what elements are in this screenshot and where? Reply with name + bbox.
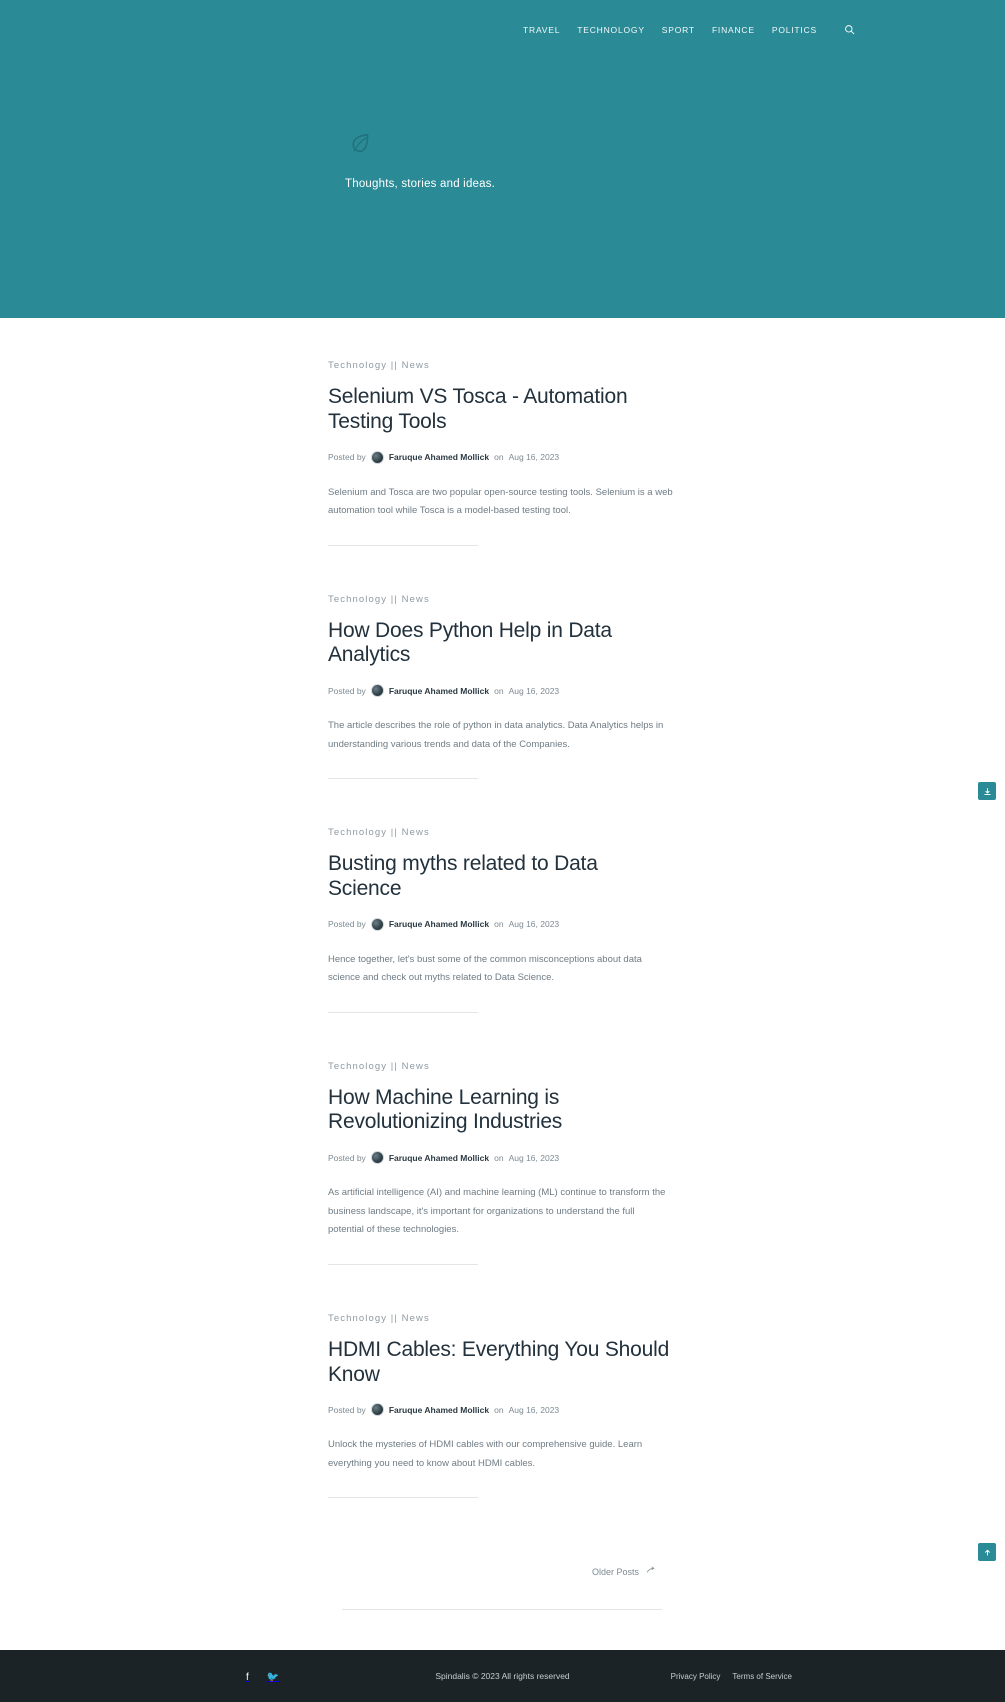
arrow-right-icon [646,1566,655,1577]
avatar [371,451,384,464]
posted-by-label: Posted by [328,1404,366,1415]
post-date: Aug 16, 2023 [508,452,560,463]
date-prefix: on [494,1404,504,1415]
post-excerpt: As artificial intelligence (AI) and machine learning (ML) continue to transform the business landscape, it's important for organizations to understand the full potential of these technologies. [328,1187,666,1236]
post-item [328,360,673,594]
post-excerpt: Selenium and Tosca are two popular open-source testing tools. Selenium is a web automation tool while Tosca is a model-based testing tool. [328,486,673,517]
post-excerpt: Unlock the mysteries of HDMI cables with our comprehensive guide. Learn everything you need to know about HDMI cables. [328,1439,643,1469]
site-footer [0,1650,1005,1702]
post-meta [328,684,673,697]
footer-copyright: Spindalis © 2023 All rights reserved [435,1671,570,1682]
post-list [0,318,1005,1610]
nav-item-technology[interactable]: TECHNOLOGY [577,24,645,35]
post-meta [328,451,673,464]
post-excerpt: Hence together, let's bust some of the common misconceptions about data science and check out myths related to Data Science. [328,953,642,984]
post-author[interactable]: Faruque Ahamed Mollick [388,1152,490,1163]
main-navigation [0,0,1005,44]
hero-banner [0,0,1005,318]
download-icon[interactable] [978,782,996,800]
date-prefix: on [494,919,504,930]
post-kicker: Technology || News [328,593,430,605]
avatar [371,684,384,697]
post-divider [328,1497,478,1498]
post-author[interactable]: Faruque Ahamed Mollick [388,919,490,930]
post-title[interactable]: How Machine Learning is Revolutionizing Industries [328,1085,563,1134]
post-meta [328,1403,673,1416]
post-meta [328,918,673,931]
post-title[interactable]: Busting myths related to Data Science [328,852,598,900]
post-title[interactable]: HDMI Cables: Everything You Should Know [328,1337,670,1386]
posted-by-label: Posted by [328,452,366,463]
hero-content [345,128,495,190]
post-kicker: Technology || News [328,1312,430,1324]
pagination [0,1566,1005,1577]
older-posts-link[interactable] [592,1566,655,1577]
post-date: Aug 16, 2023 [508,685,560,696]
nav-item-finance[interactable]: FINANCE [711,24,755,35]
scroll-to-top-button[interactable] [978,1543,996,1561]
older-posts-label: Older Posts [591,1566,639,1577]
footer-link-terms[interactable]: Terms of Service [732,1671,792,1681]
post-author[interactable]: Faruque Ahamed Mollick [388,452,490,463]
post-divider [328,1012,478,1013]
twitter-glyph: 🐦 [266,1672,280,1684]
footer-links [671,1672,792,1681]
post-date: Aug 16, 2023 [508,1404,560,1415]
nav-item-sport[interactable]: SPORT [661,24,695,35]
post-item [328,594,673,828]
avatar [371,918,384,931]
post-item [328,827,673,1061]
posted-by-label: Posted by [328,919,366,930]
post-date: Aug 16, 2023 [508,1152,560,1163]
post-divider [328,545,478,546]
post-title[interactable]: Selenium VS Tosca - Automation Testing Tools [328,385,628,433]
post-title[interactable]: How Does Python Help in Data Analytics [328,618,612,667]
post-kicker: Technology || News [328,827,430,839]
posted-by-label: Posted by [328,685,366,696]
post-kicker: Technology || News [328,1060,430,1072]
post-kicker: Technology || News [328,360,430,371]
post-item [328,1061,673,1313]
nav-item-politics[interactable]: POLITICS [771,24,817,35]
avatar [371,1403,384,1416]
search-icon[interactable] [844,24,855,35]
date-prefix: on [494,452,504,463]
post-author[interactable]: Faruque Ahamed Mollick [388,685,490,696]
date-prefix: on [494,685,504,696]
post-date: Aug 16, 2023 [508,919,560,930]
facebook-glyph: f [246,1672,249,1684]
leaf-logo-icon [345,128,495,158]
post-item [328,1313,673,1547]
hero-tagline: Thoughts, stories and ideas. [345,178,496,190]
footer-link-privacy[interactable]: Privacy Policy [670,1671,721,1681]
nav-item-travel[interactable]: TRAVEL [523,24,561,35]
posted-by-label: Posted by [328,1152,366,1163]
date-prefix: on [494,1152,504,1163]
post-excerpt: The article describes the role of python in data analytics. Data Analytics helps in understanding various trends and data of the Companies. [328,720,664,750]
post-divider [328,778,478,779]
bottom-divider [342,1609,662,1610]
post-divider [328,1264,478,1265]
avatar [371,1151,384,1164]
post-author[interactable]: Faruque Ahamed Mollick [388,1404,490,1415]
post-meta [328,1151,673,1164]
